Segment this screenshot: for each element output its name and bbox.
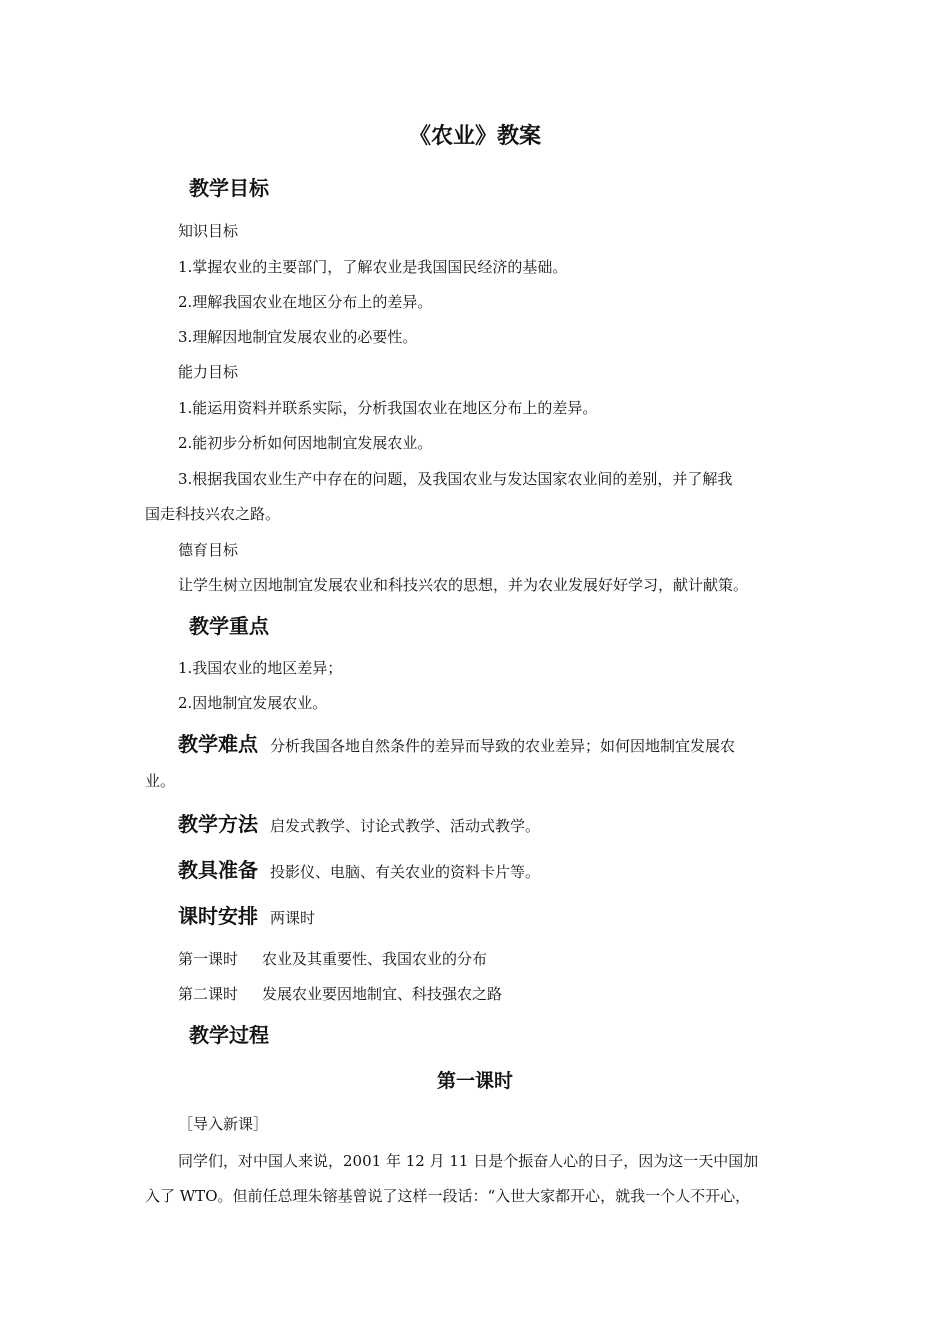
moral-objectives-text: 让学生树立因地制宜发展农业和科技兴农的思想，并为农业发展好好学习，献计献策。 <box>178 576 749 594</box>
schedule-lesson <box>178 983 502 1005</box>
knowledge-item: 1.掌握农业的主要部门，了解农业是我国国民经济的基础。 <box>178 258 568 276</box>
document-title: 《农业》教案 <box>408 124 541 149</box>
difficulty-text-continuation: 业。 <box>145 772 176 790</box>
tools-row <box>178 855 540 887</box>
knowledge-item: 3.理解因地制宜发展农业的必要性。 <box>178 328 418 346</box>
objectives-heading: 教学目标 <box>189 176 269 200</box>
intro-paragraph: 同学们，对中国人来说，2001 年 12 月 11 日是个振奋人心的日子，因为这一天中国加 <box>178 1152 759 1170</box>
key-point-item: 1.我国农业的地区差异； <box>178 659 343 677</box>
schedule-lesson <box>178 948 487 970</box>
schedule-heading: 课时安排 <box>178 904 258 928</box>
key-points-heading: 教学重点 <box>189 614 269 638</box>
moral-objectives-label: 德育目标 <box>178 541 239 559</box>
method-text: 启发式教学、讨论式教学、活动式教学。 <box>270 817 541 835</box>
process-heading: 教学过程 <box>189 1023 269 1047</box>
schedule-lesson-content: 农业及其重要性、我国农业的分布 <box>262 950 488 968</box>
method-heading: 教学方法 <box>178 812 258 836</box>
intro-paragraph-continuation: 入了 WTO。但前任总理朱镕基曾说了这样一段话：“入世大家都开心，就我一个人不开心， <box>145 1187 751 1205</box>
schedule-text: 两课时 <box>270 909 316 927</box>
tools-heading: 教具准备 <box>178 858 258 882</box>
ability-item: 3.根据我国农业生产中存在的问题，及我国农业与发达国家农业间的差别，并了解我 <box>178 470 733 488</box>
difficulty-text: 分析我国各地自然条件的差异而导致的农业差异；如何因地制宜发展农 <box>270 737 736 755</box>
schedule-lesson-label: 第二课时 <box>178 985 239 1003</box>
key-point-item: 2.因地制宜发展农业。 <box>178 694 328 712</box>
lesson1-title: 第一课时 <box>436 1070 513 1092</box>
intro-label: ［导入新课］ <box>178 1115 269 1133</box>
knowledge-item: 2.理解我国农业在地区分布上的差异。 <box>178 293 433 311</box>
knowledge-objectives-label: 知识目标 <box>178 222 239 240</box>
ability-item: 1.能运用资料并联系实际，分析我国农业在地区分布上的差异。 <box>178 399 598 417</box>
ability-objectives-label: 能力目标 <box>178 363 239 381</box>
method-row <box>178 809 540 841</box>
difficulty-heading: 教学难点 <box>178 732 258 756</box>
schedule-lesson-label: 第一课时 <box>178 950 239 968</box>
schedule-lesson-content: 发展农业要因地制宜、科技强农之路 <box>262 985 503 1003</box>
schedule-row <box>178 901 315 933</box>
difficulty-row <box>178 729 735 761</box>
tools-text: 投影仪、电脑、有关农业的资料卡片等。 <box>270 863 541 881</box>
ability-item-continuation: 国走科技兴农之路。 <box>145 505 281 523</box>
ability-item: 2.能初步分析如何因地制宜发展农业。 <box>178 434 433 452</box>
